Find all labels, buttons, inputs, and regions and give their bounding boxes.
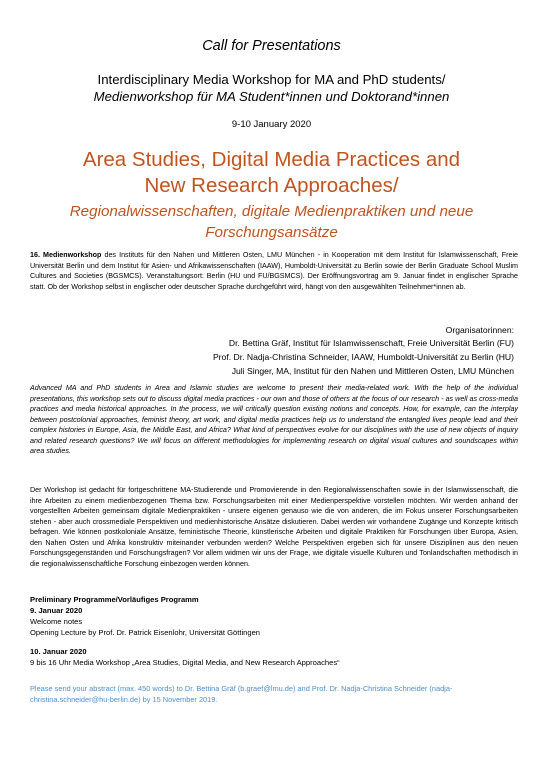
organizer-item: Dr. Bettina Gräf, Institut für Islamwissenschaft, Freie Universität Berlin (FU) (228, 338, 514, 348)
main-title (0, 147, 543, 199)
main-title-line-1: Area Studies, Digital Media Practices and (82, 148, 461, 171)
workshop-subtitle: Medienworkshop für MA Student*innen und Doktorand*innen (93, 89, 450, 104)
organizer-item: Prof. Dr. Nadja-Christina Schneider, IAAW, Humboldt-Universität zu Berlin (HU) (212, 352, 514, 362)
programme-heading: Preliminary Programme/Vorläufiges Programm (30, 595, 199, 604)
organizers-heading: Organisatorinnen: (445, 325, 514, 335)
programme-item: Welcome notes (30, 617, 83, 626)
workshop-title: Interdisciplinary Media Workshop for MA and PhD students/ (97, 72, 446, 87)
intro-lead: 16. Medienworkshop (30, 251, 102, 259)
german-title-line-2: Forschungsansätze (205, 224, 338, 241)
german-description: Der Workshop ist gedacht für fortgeschrittene MA-Studierende und Promovierende in den Regionalwissenschaften sowie in der Islamwissenschaft, die ihre Arbeiten zu einem medienbezogenen Thema bzw. Forschungsarbeiten mit einer Medienperspektive vorstellen möchten. Wir werden anhand der vorgestellten Arbeiten gemeinsam digitale Medienpraktiken - unsere eigenen genauso wie die von anderen, die im Fokus unserer Forschungsarbeiten stehen - aber auch crossmediale Perspektiven und medienhistorische Ansätze diskutieren. Dabei werden wir vorhandene Zugänge und Konzepte kritisch befragen. Wie können postkoloniale Ansätze, feministische Theorie, künstlerische Arbeiten und digitale Praktiken für Forschungen über Europa, Asien, den Nahen Osten und Afrika konstruktiv miteinander verbunden werden? Welche Perspektiven ergeben sich für unsere Disziplinen aus den neuen Forschungsgegenständen und Forschungsfragen? Vor allem widmen wir uns der Frage, wie digitale visuelle Kulturen und Tonlandschaften methodisch in die regionalwissenschaftliche Forschung einbezogen werden können. (30, 486, 518, 568)
abstract-submission-note: Please send your abstract (max. 450 words) to Dr. Bettina Gräf (b.graef@lmu.de) and Prof. Dr. Nadja-Christina Schneider (nadja-christina.schneider@hu-berlin.de) by 15 November 2019. (30, 684, 453, 704)
programme-day-2-items (30, 658, 340, 669)
programme-item: 9 bis 16 Uhr Media Workshop „Area Studies, Digital Media, and New Research Approaches“ (30, 658, 340, 667)
intro-text: des Instituts für den Nahen und Mittleren Osten, LMU München - in Kooperation mit dem Institut für Islamwissenschaft, Freie Universität Berlin und dem Institut für Asien- und Afrikawissenschaften (IAAW), Humboldt-Universität zu Berlin sowie der Berlin Graduate School Muslim Cultures and Societies (BGSMCS). Veranstaltungsort: Berlin (HU und FU/BGSMCS). Der Eröffnungsvortrag am 9. Januar findet in englischer Sprache statt. Ob der Workshop selbst in englischer oder deutscher Sprache durchgeführt wird, hängt von den ausgewählten Teilnehmer*innen ab. (30, 251, 518, 291)
programme-item: Opening Lecture by Prof. Dr. Patrick Eisenlohr, Universität Göttingen (30, 627, 261, 637)
programme-day-2-date: 10. Januar 2020 (30, 647, 87, 656)
event-date: 9-10 January 2020 (231, 119, 312, 130)
english-description: Advanced MA and PhD students in Area and Islamic studies are welcome to present their media-related work. With the help of the individual presentations, this workshop sets out to discuss digital media practices - our own and those of others at the focus of our research - as well as cross-media practices and media historical approaches. In the process, we will critically question existing notions and concepts. How, for example, can the interplay between postcolonial approaches, feminist theory, art work, and digital media practices help us to understand the entangled lives people lead and their complex histories in Europe, Asia, the Middle East, and Africa? What kind of perspectives evolve for our disciplines with the use of new objects of inquiry and related research questions? We will focus on different methodologies for implementing research on digital visual cultures and soundscapes within area studies. (30, 384, 518, 455)
programme-day-1-items (30, 617, 260, 638)
german-title (0, 201, 543, 243)
organizer-item: Juli Singer, MA, Institut für den Nahen und Mittleren Osten, LMU München (231, 366, 514, 376)
programme-day-1-date: 9. Januar 2020 (30, 606, 83, 615)
organizers-list (213, 336, 514, 378)
german-title-line-1: Regionalwissenschaften, digitale Medienpraktiken und neue (69, 203, 474, 220)
main-title-line-2: New Research Approaches/ (144, 174, 399, 197)
call-for-presentations-heading: Call for Presentations (202, 38, 341, 54)
intro-paragraph (30, 250, 518, 292)
